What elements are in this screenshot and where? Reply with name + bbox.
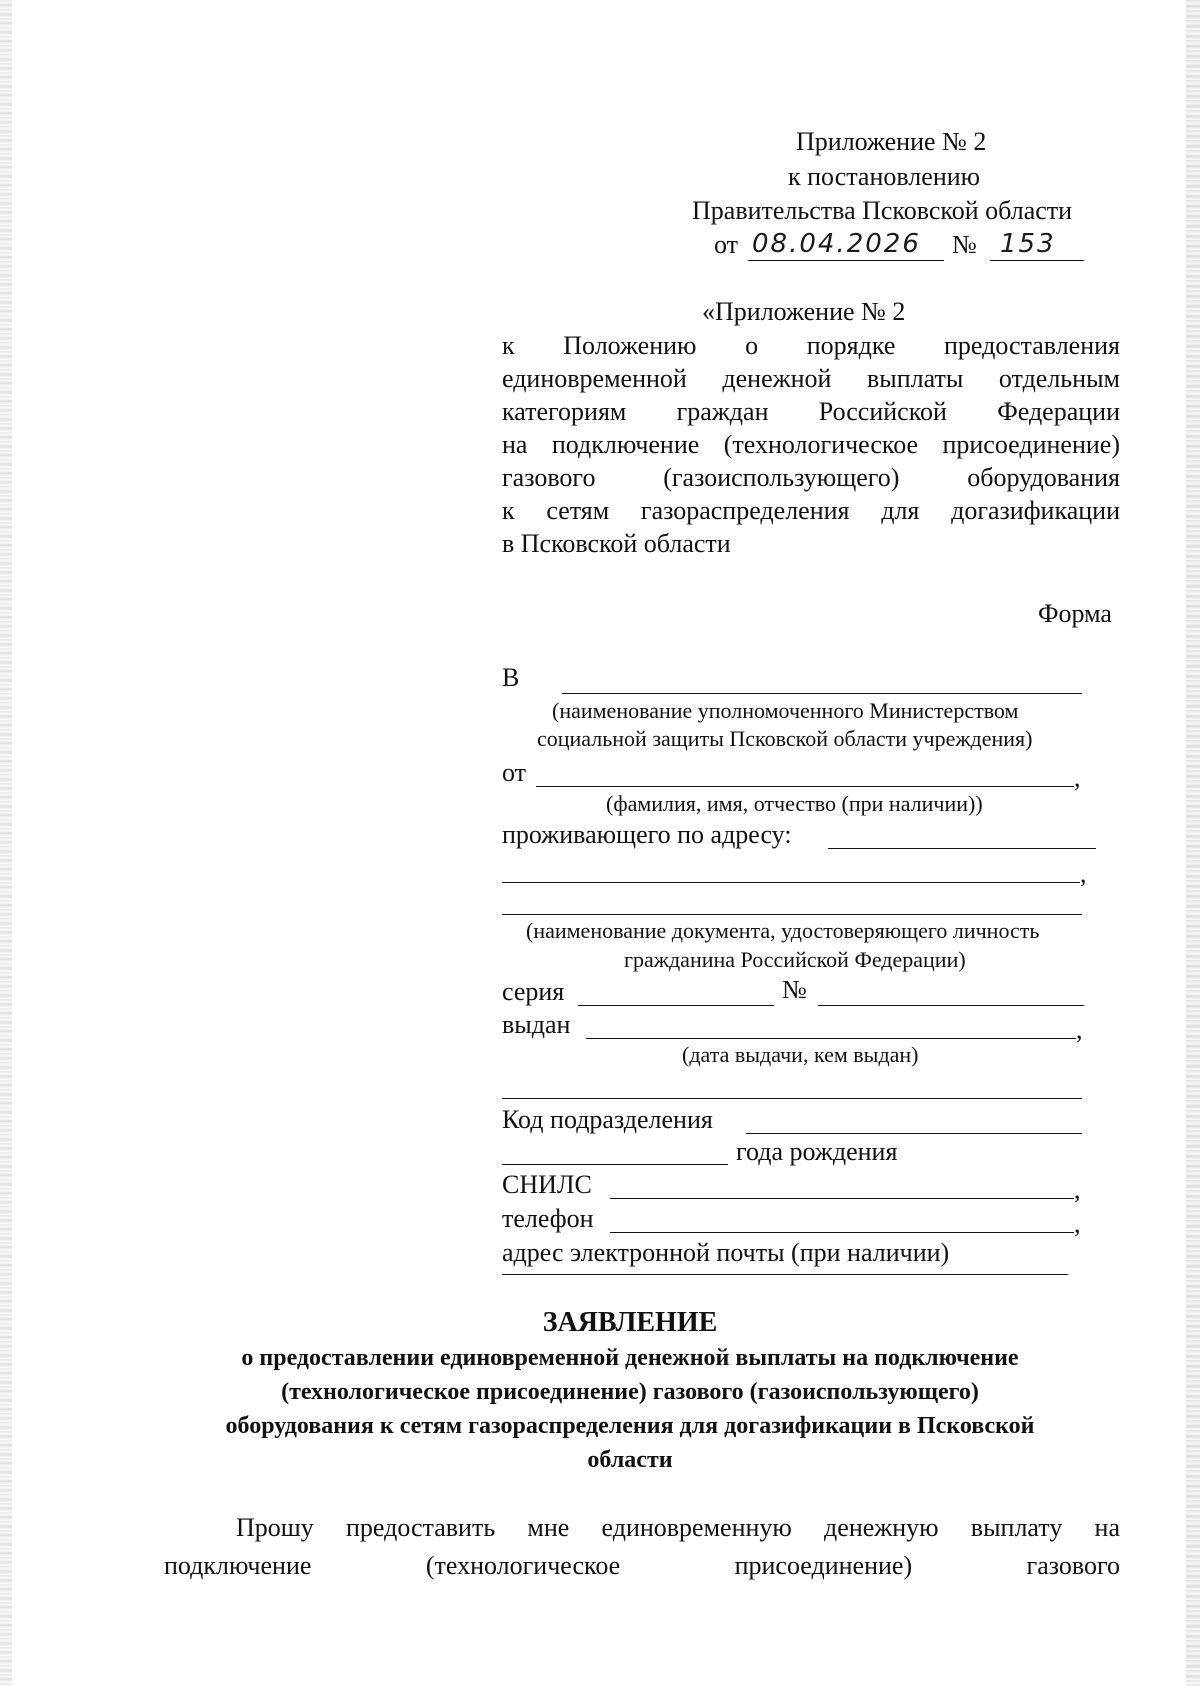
document-caption-1: (наименование документа, удостоверяющего личность: [526, 918, 1040, 943]
to-field-line[interactable]: [562, 693, 1082, 694]
date-underline: [748, 260, 944, 261]
handwritten-number: 153: [1000, 229, 1056, 259]
statement-subtitle-3: оборудования к сетям газораспределения для догазификации в Псковской: [225, 1413, 1035, 1439]
phone-label: телефон: [502, 1204, 594, 1233]
phone-comma: ,: [1074, 1209, 1081, 1238]
scan-edge-right: [1186, 0, 1200, 1686]
header-appendix-line: Приложение № 2: [796, 127, 987, 156]
annex-line-3: категориям граждан Российской Федерации: [502, 397, 1120, 426]
form-label: Форма: [1038, 599, 1112, 628]
series-label: серия: [502, 977, 565, 1006]
snils-comma: ,: [1074, 1175, 1081, 1204]
annex-title: «Приложение № 2: [702, 297, 906, 326]
passport-number-label: №: [782, 975, 807, 1004]
header-date-prefix: от: [714, 230, 739, 259]
statement-body-line-1: Прошу предоставить мне единовременную денежную выплату на: [236, 1513, 1120, 1542]
to-caption-1: (наименование уполномоченного Министерством: [552, 698, 1019, 723]
from-label: от: [502, 758, 527, 787]
document-caption-2: гражданина Российской Федерации): [624, 947, 966, 972]
issued-label: выдан: [502, 1010, 571, 1039]
statement-subtitle-4: области: [587, 1447, 673, 1473]
annex-line-1: к Положению о порядке предоставления: [502, 331, 1120, 360]
annex-line-4: на подключение (технологическое присоединение): [502, 430, 1120, 459]
header-resolution-line: к постановлению: [788, 162, 981, 191]
header-government-line: Правительства Псковской области: [692, 196, 1073, 225]
issued-field-line[interactable]: [586, 1038, 1076, 1039]
statement-subtitle-2: (технологическое присоединение) газового (газоиспользующего): [281, 1379, 979, 1405]
issued-caption: (дата выдачи, кем выдан): [682, 1042, 919, 1067]
header-number-prefix: №: [952, 230, 977, 259]
snils-label: СНИЛС: [502, 1170, 592, 1199]
issued-comma: ,: [1076, 1015, 1083, 1044]
statement-body-line-2: подключение (технологическое присоединение) газового: [164, 1551, 1120, 1580]
email-label: адрес электронной почты (при наличии): [502, 1238, 950, 1267]
address-field-line-2[interactable]: [502, 882, 1080, 883]
birth-label: года рождения: [736, 1137, 898, 1166]
passport-number-field-line[interactable]: [818, 1005, 1084, 1006]
handwritten-date: 08.04.2026: [752, 229, 921, 259]
annex-line-7: в Псковской области: [502, 529, 731, 558]
number-underline: [990, 260, 1084, 261]
snils-field-line[interactable]: [610, 1198, 1074, 1199]
phone-field-line[interactable]: [610, 1232, 1074, 1233]
from-caption: (фамилия, имя, отчество (при наличии)): [606, 791, 983, 816]
to-label: В: [502, 663, 520, 692]
to-caption-2: социальной защиты Псковской области учреждения): [537, 726, 1033, 751]
birth-year-field-line[interactable]: [502, 1164, 728, 1165]
statement-title: ЗАЯВЛЕНИЕ: [542, 1307, 718, 1338]
address-label: проживающего по адресу:: [502, 820, 792, 849]
scan-edge-left: [0, 0, 12, 1686]
statement-subtitle-1: о предоставлении единовременной денежной выплаты на подключение: [241, 1345, 1019, 1371]
address-comma: ,: [1080, 859, 1087, 888]
document-field-line[interactable]: [502, 914, 1082, 915]
from-comma: ,: [1074, 763, 1081, 792]
annex-line-5: газового (газоиспользующего) оборудования: [502, 463, 1120, 492]
from-field-line[interactable]: [536, 786, 1074, 787]
division-label: Код подразделения: [502, 1105, 713, 1134]
annex-line-2: единовременной денежной выплаты отдельным: [502, 364, 1120, 393]
email-field-line[interactable]: [502, 1274, 1068, 1275]
annex-line-6: к сетям газораспределения для догазификации: [502, 496, 1120, 525]
address-field-line-1[interactable]: [828, 848, 1096, 849]
division-field-line[interactable]: [746, 1133, 1082, 1134]
issued-field-line-2[interactable]: [502, 1098, 1082, 1099]
series-field-line[interactable]: [578, 1005, 774, 1006]
